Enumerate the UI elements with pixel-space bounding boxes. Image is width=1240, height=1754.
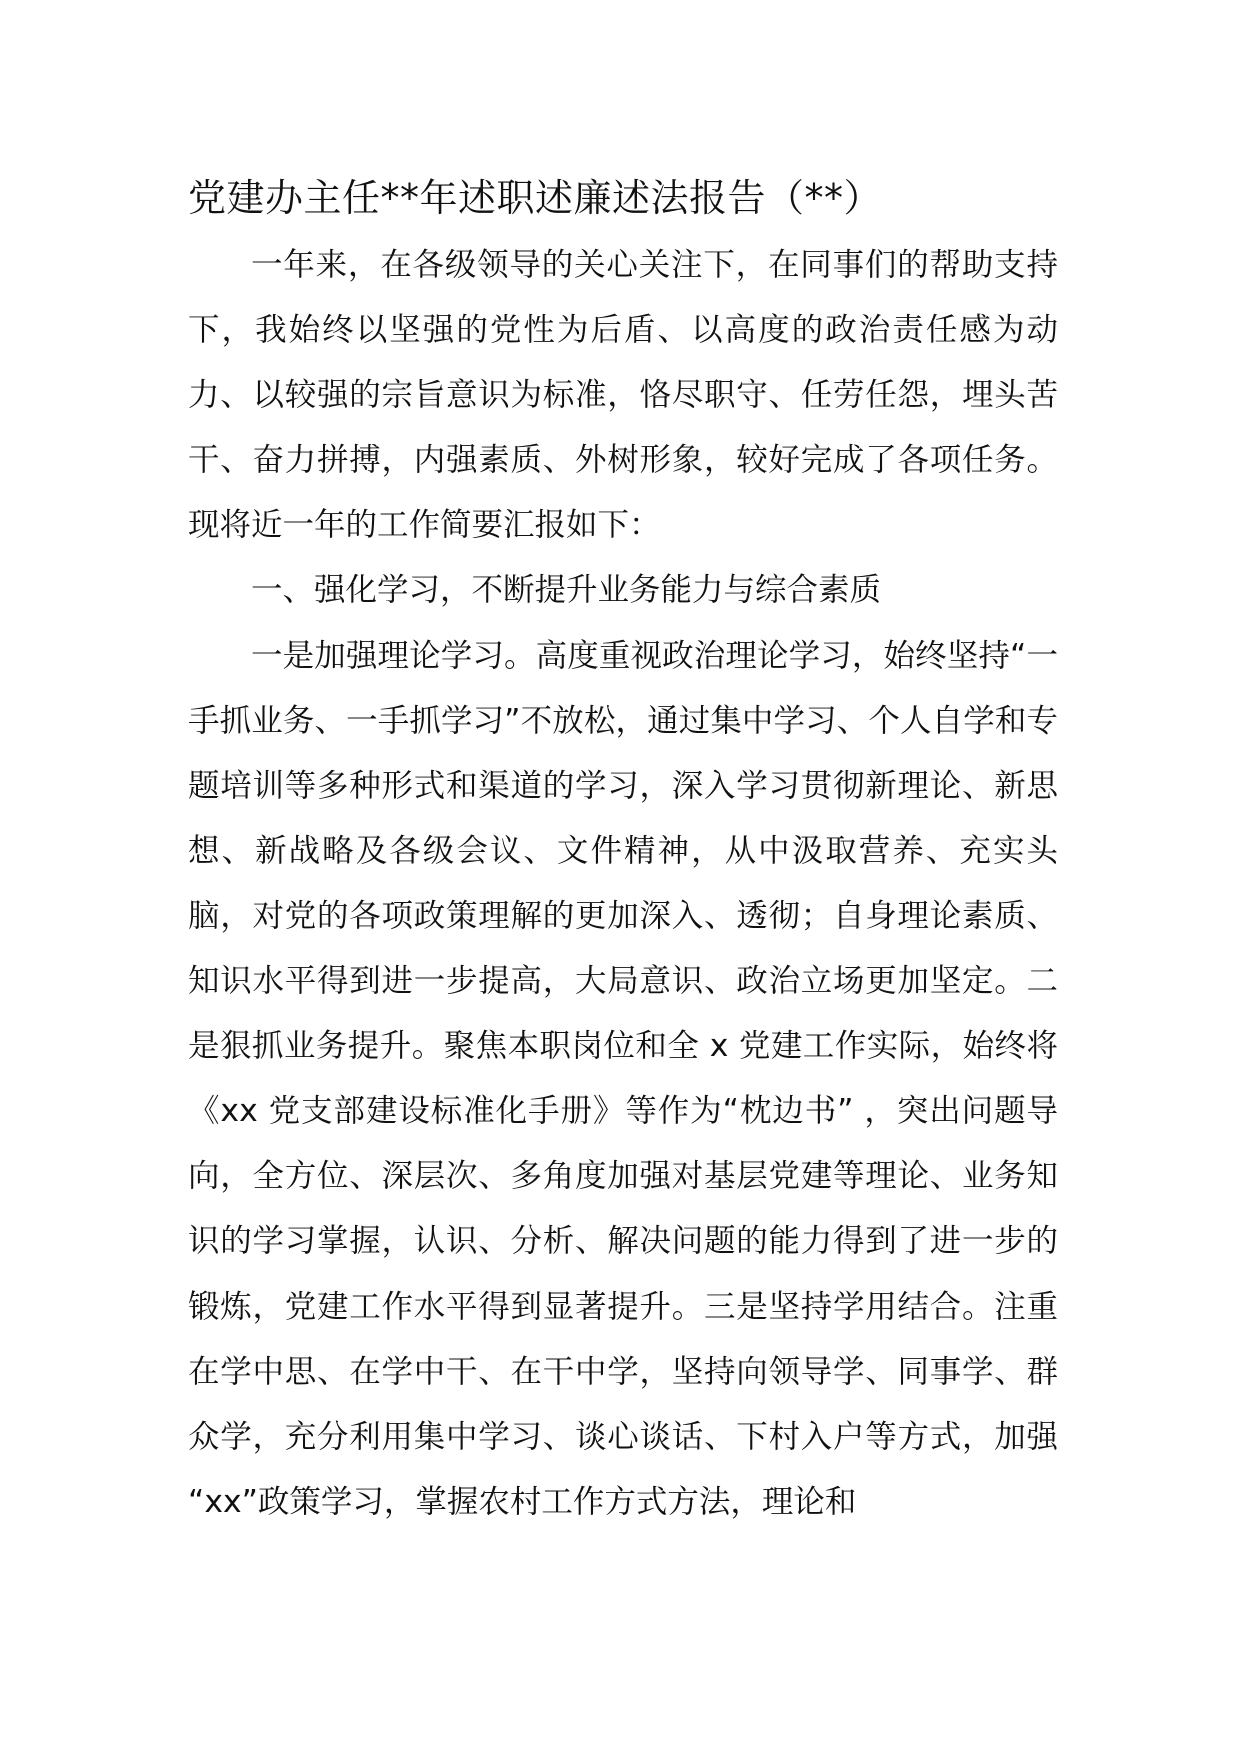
paragraph-intro: 一年来，在各级领导的关心关注下，在同事们的帮助支持下，我始终以坚强的党性为后盾、以高度的政治责任感为动力、以较强的宗旨意识为标准，恪尽职守、任劳任怨，埋头苦干、奋力拼搏，内强素质、外树形象，较好完成了各项任务。现将近一年的工作简要汇报如下： bbox=[188, 247, 1058, 544]
paragraph-study: 一是加强理论学习。高度重视政治理论学习，始终坚持“一手抓业务、一手抓学习”不放松，通过集中学习、个人自学和专题培训等多种形式和渠道的学习，深入学习贯彻新理论、新思想、新战略及各级会议、文件精神，从中汲取营养、充实头脑，对党的各项政策理解的更加深入、透彻；自身理论素质、知识水平得到进一步提高，大局意识、政治立场更加坚定。二是狠抓业务提升。聚焦本职岗位和全 x 党建工作实际，始终将《xx 党支部建设标准化手册》等作为“枕边书” ，突出问题导向，全方位、深层次、多角度加强对基层党建等理论、业务知识的学习掌握，认识、分析、解决问题的能力得到了进一步的锻炼，党建工作水平得到显著提升。三是坚持学用结合。注重在学中思、在学中干、在干中学，坚持向领导学、同事学、群众学，充分利用集中学习、谈心谈话、下村入户等方式，加强 “xx”政策学习，掌握农村工作方式方法，理论和 bbox=[188, 637, 1058, 1520]
section-heading-1: 一、强化学习，不断提升业务能力与综合素质 bbox=[251, 572, 882, 609]
document-title: 党建办主任**年述职述廉述法报告（**） bbox=[188, 176, 883, 220]
document-body bbox=[188, 233, 1058, 1535]
